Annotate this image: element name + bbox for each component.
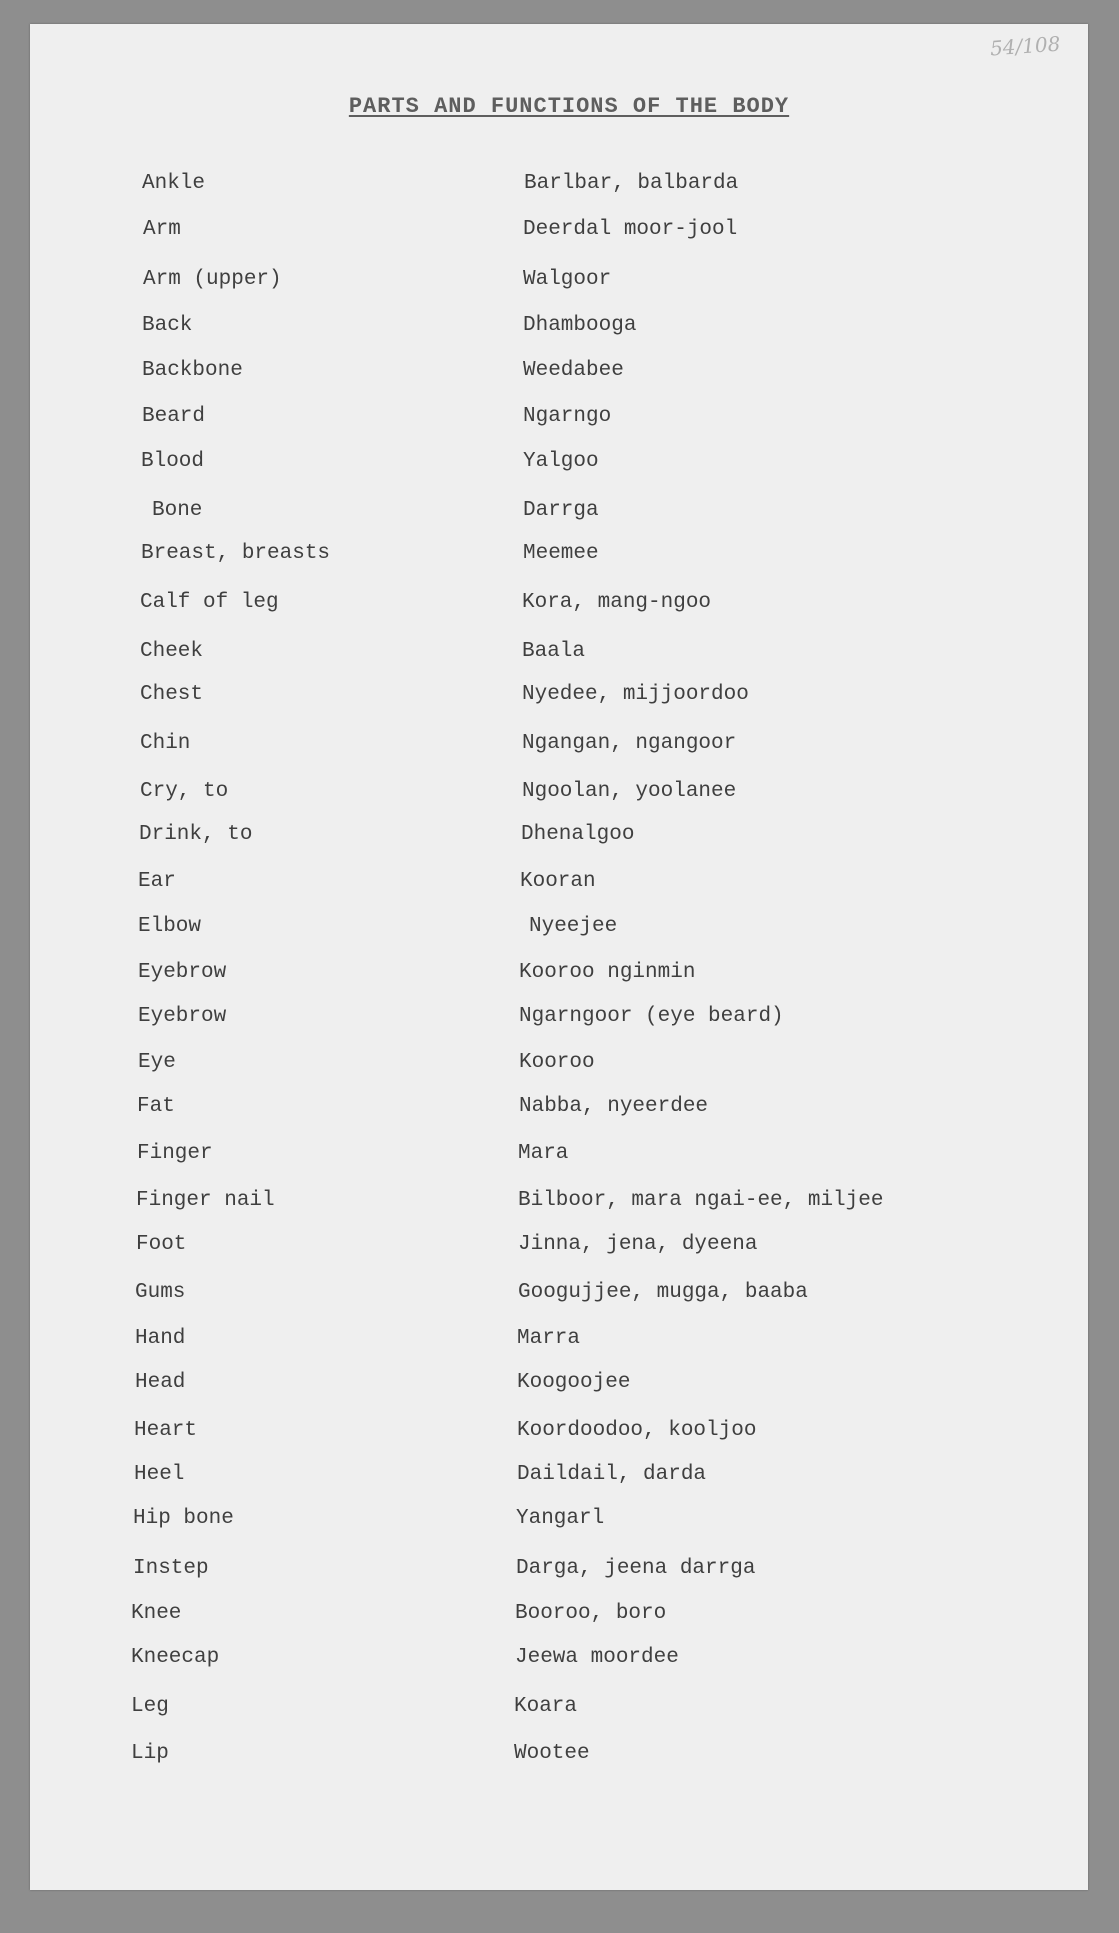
entry-english-term: Foot xyxy=(136,1233,187,1256)
entry-english-term: Drink, to xyxy=(139,823,253,846)
folio-number: 54/108 xyxy=(988,31,1061,61)
entry-english-term: Head xyxy=(135,1371,186,1394)
page-title-text: PARTS AND FUNCTIONS OF THE BODY xyxy=(348,94,790,119)
entry-english-term: Knee xyxy=(131,1602,182,1625)
entry-english-term: Heel xyxy=(134,1463,185,1486)
entry-english-term: Cry, to xyxy=(140,780,229,803)
entry-aboriginal-term: Nyeejee xyxy=(529,915,618,938)
entry-aboriginal-term: Meemee xyxy=(523,542,599,565)
entry-aboriginal-term: Jinna, jena, dyeena xyxy=(518,1233,758,1256)
entry-aboriginal-term: Darga, jeena darrga xyxy=(516,1557,756,1580)
entry-aboriginal-term: Ngangan, ngangoor xyxy=(522,732,737,755)
entry-english-term: Finger nail xyxy=(136,1189,275,1212)
entry-english-term: Cheek xyxy=(140,640,204,663)
entry-aboriginal-term: Bilboor, mara ngai-ee, miljee xyxy=(518,1189,884,1212)
entry-english-term: Fat xyxy=(137,1095,175,1118)
entry-aboriginal-term: Ngoolan, yoolanee xyxy=(522,780,737,803)
entry-english-term: Bone xyxy=(152,499,203,522)
entry-english-term: Elbow xyxy=(138,915,202,938)
entry-aboriginal-term: Walgoor xyxy=(523,268,612,291)
entry-aboriginal-term: Koogoojee xyxy=(517,1371,631,1394)
entry-aboriginal-term: Yangarl xyxy=(516,1507,605,1530)
entry-english-term: Arm (upper) xyxy=(143,268,282,291)
entry-english-term: Eye xyxy=(138,1051,176,1074)
entry-aboriginal-term: Marra xyxy=(517,1327,581,1350)
entry-aboriginal-term: Wootee xyxy=(514,1742,590,1765)
entry-english-term: Calf of leg xyxy=(140,591,279,614)
entry-aboriginal-term: Koara xyxy=(514,1695,578,1718)
entry-aboriginal-term: Nabba, nyeerdee xyxy=(519,1095,709,1118)
entry-english-term: Gums xyxy=(135,1281,186,1304)
document-page xyxy=(30,24,1088,1890)
entry-english-term: Arm xyxy=(143,218,181,241)
entry-aboriginal-term: Barlbar, balbarda xyxy=(524,172,739,195)
entry-aboriginal-term: Kooroo nginmin xyxy=(519,961,696,984)
entry-english-term: Chin xyxy=(140,732,191,755)
entry-english-term: Ankle xyxy=(142,172,206,195)
entry-aboriginal-term: Ngarngoor (eye beard) xyxy=(519,1005,784,1028)
entry-aboriginal-term: Googujjee, mugga, baaba xyxy=(518,1281,808,1304)
entry-aboriginal-term: Ngarngo xyxy=(523,405,612,428)
entry-english-term: Hand xyxy=(135,1327,186,1350)
page-title xyxy=(30,94,1088,119)
entry-aboriginal-term: Dhenalgoo xyxy=(521,823,635,846)
entry-english-term: Breast, breasts xyxy=(141,542,331,565)
entry-english-term: Beard xyxy=(142,405,206,428)
entry-english-term: Kneecap xyxy=(131,1646,220,1669)
entry-aboriginal-term: Deerdal moor-jool xyxy=(523,218,738,241)
entry-english-term: Blood xyxy=(141,450,205,473)
entry-english-term: Eyebrow xyxy=(138,1005,227,1028)
entry-english-term: Finger xyxy=(137,1142,213,1165)
entry-aboriginal-term: Daildail, darda xyxy=(517,1463,707,1486)
entry-aboriginal-term: Mara xyxy=(518,1142,569,1165)
entry-aboriginal-term: Dhambooga xyxy=(523,314,637,337)
entry-english-term: Heart xyxy=(134,1419,198,1442)
entry-aboriginal-term: Nyedee, mijjoordoo xyxy=(522,683,749,706)
entry-english-term: Hip bone xyxy=(133,1507,234,1530)
entry-aboriginal-term: Jeewa moordee xyxy=(515,1646,679,1669)
entry-english-term: Ear xyxy=(138,870,176,893)
entry-english-term: Eyebrow xyxy=(138,961,227,984)
entry-aboriginal-term: Baala xyxy=(522,640,586,663)
entry-english-term: Backbone xyxy=(142,359,243,382)
entry-aboriginal-term: Booroo, boro xyxy=(515,1602,667,1625)
entry-aboriginal-term: Weedabee xyxy=(523,359,624,382)
entry-aboriginal-term: Darrga xyxy=(523,499,599,522)
entry-english-term: Lip xyxy=(131,1742,169,1765)
entry-aboriginal-term: Kooran xyxy=(520,870,596,893)
entry-english-term: Chest xyxy=(140,683,204,706)
entry-aboriginal-term: Koordoodoo, kooljoo xyxy=(517,1419,757,1442)
entry-english-term: Instep xyxy=(133,1557,209,1580)
entry-english-term: Leg xyxy=(131,1695,169,1718)
entry-aboriginal-term: Kooroo xyxy=(519,1051,595,1074)
entry-english-term: Back xyxy=(142,314,193,337)
entry-aboriginal-term: Yalgoo xyxy=(523,450,599,473)
entry-aboriginal-term: Kora, mang-ngoo xyxy=(522,591,712,614)
